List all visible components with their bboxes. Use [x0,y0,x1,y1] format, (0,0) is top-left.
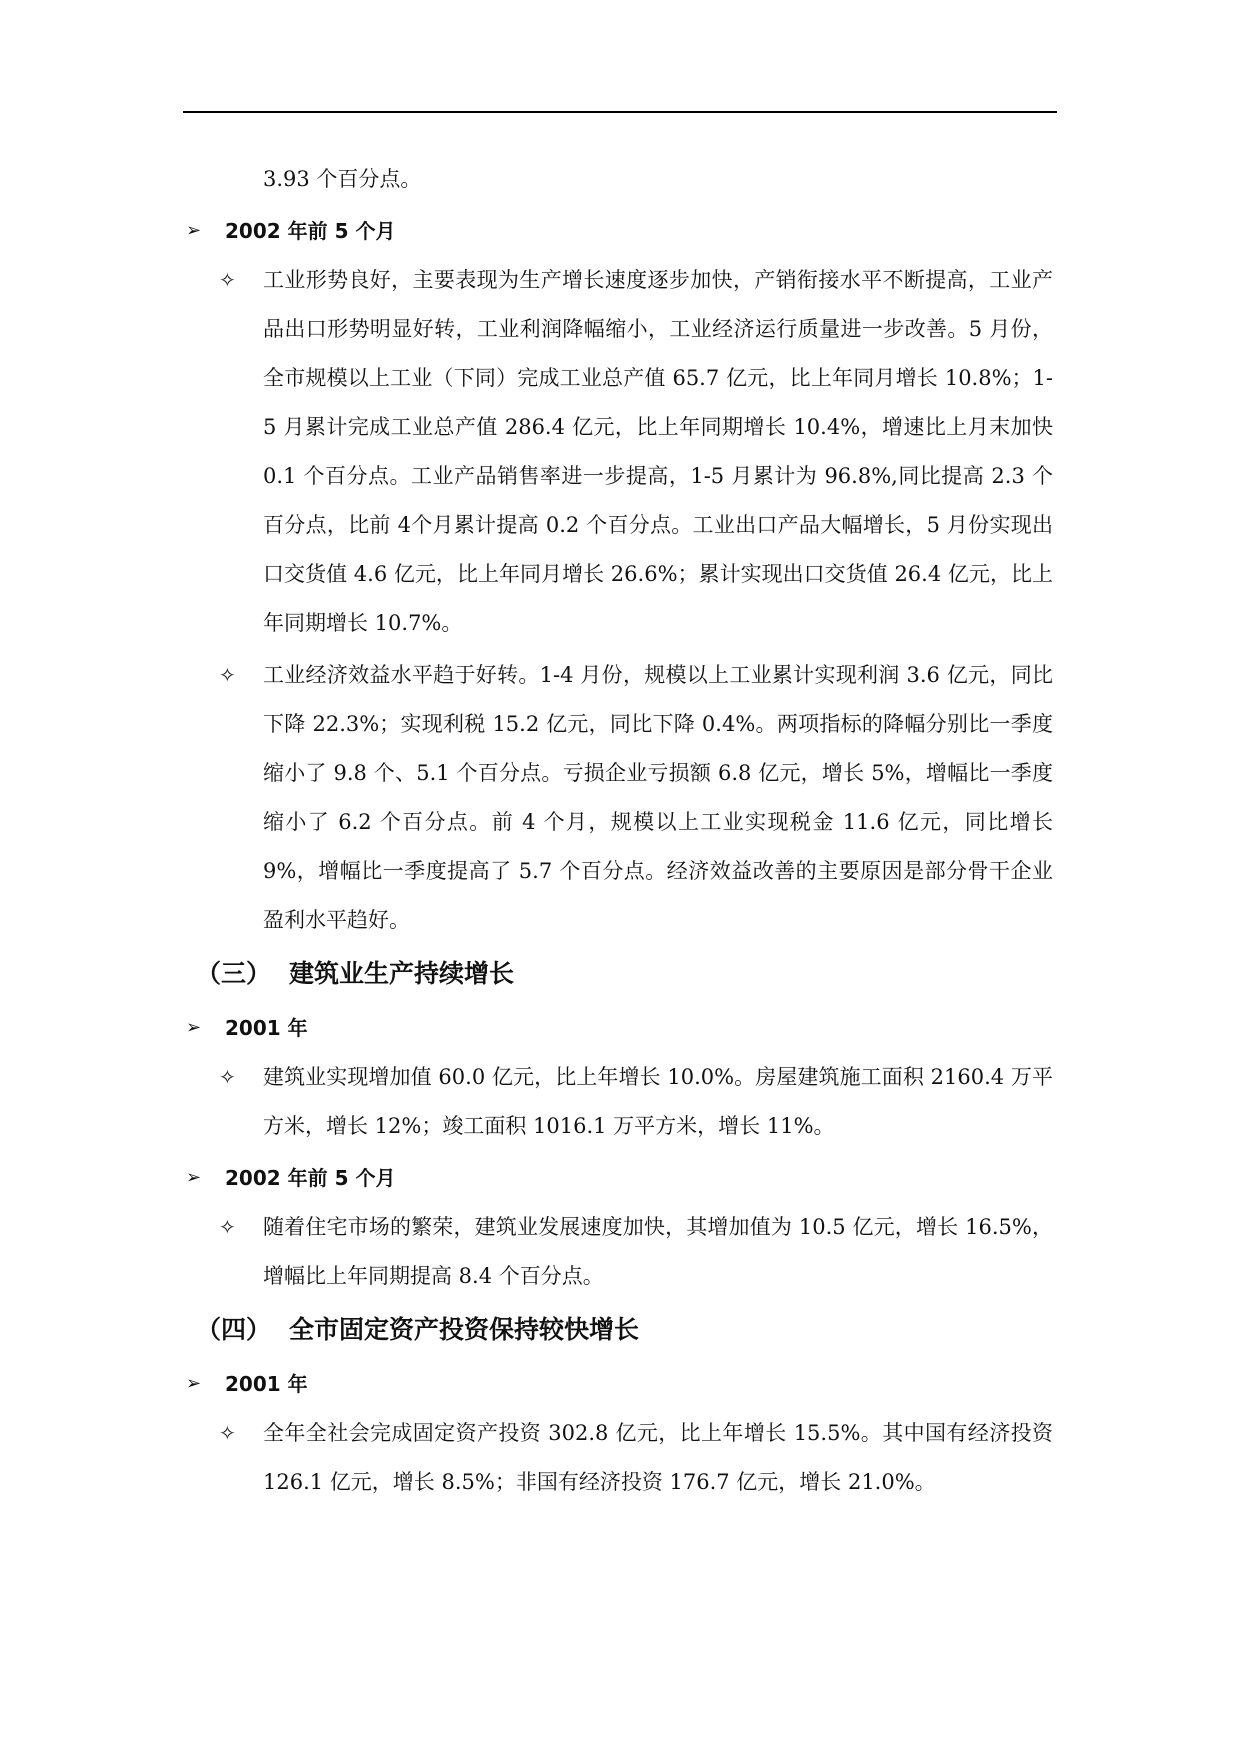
header-rule [183,111,1057,113]
section-title: 全市固定资产投资保持较快增长 [289,1315,640,1344]
arrow-bullet-icon: ➢ [186,1017,202,1038]
subheading-2002-first-5-months [0,209,1241,253]
paragraph-industry-efficiency [219,651,1053,945]
paragraph-investment-2001 [219,1409,1053,1507]
arrow-bullet-icon: ➢ [186,1373,202,1394]
diamond-bullet-icon: ✧ [219,1215,236,1239]
diamond-bullet-icon: ✧ [219,1065,236,1089]
subheading-2002-first-5-months [0,1156,1241,1200]
paragraph-text: 随着住宅市场的繁荣，建筑业发展速度加快，其增加值为 10.5 亿元，增长 16.5%，增幅比上年同期提高 8.4 个百分点。 [263,1215,1053,1288]
paragraph-text: 工业形势良好，主要表现为生产增长速度逐步加快，产销衔接水平不断提高，工业产品出口形势明显好转，工业利润降幅缩小，工业经济运行质量进一步改善。5 月份，全市规模以上工业（下同）完成工业总产值 65.7 亿元，比上年同月增长 10.8%；1-5 月累计完成工业总产值 286.4 亿元，比上年同期增长 10.4%，增速比上月末加快 0.1 个百分点。工业产品销售率进一步提高，1-5 月累计为 96.8%,同比提高 2.3 个百分点，比前 4个月累计提高 0.2 个百分点。工业出口产品大幅增长，5 月份实现出口交货值 4.6 亿元，比上年同月增长 26.6%；累计实现出口交货值 26.4 亿元，比上年同期增长 10.7%。 [263,268,1053,635]
subheading-text: 2002 年前 5 个月 [225,219,396,243]
section-title: 建筑业生产持续增长 [289,959,515,988]
subheading-text: 2001 年 [225,1372,308,1396]
paragraph-text: 全年全社会完成固定资产投资 302.8 亿元，比上年增长 15.5%。其中国有经济投资 126.1 亿元，增长 8.5%；非国有经济投资 176.7 亿元，增长 21.0%。 [263,1421,1053,1494]
section-number: （四） [196,1315,272,1344]
section-heading-construction [0,947,1241,1001]
section-number: （三） [196,959,272,988]
subheading-text: 2001 年 [225,1016,308,1040]
paragraph-construction-2001 [219,1053,1053,1151]
diamond-bullet-icon: ✧ [219,268,236,292]
arrow-bullet-icon: ➢ [186,1167,202,1188]
paragraph-text: 工业经济效益水平趋于好转。1-4 月份，规模以上工业累计实现利润 3.6 亿元，同比下降 22.3%；实现利税 15.2 亿元，同比下降 0.4%。两项指标的降幅分别比一季度缩小了 9.8 个、5.1 个百分点。亏损企业亏损额 6.8 亿元，增长 5%，增幅比一季度缩小了 6.2 个百分点。前 4 个月，规模以上工业实现税金 11.6 亿元，同比增长 9%，增幅比一季度提高了 5.7 个百分点。经济效益改善的主要原因是部分骨干企业盈利水平趋好。 [263,663,1053,932]
continued-paragraph-end: 3.93 个百分点。 [263,167,422,191]
paragraph-text: 建筑业实现增加值 60.0 亿元，比上年增长 10.0%。房屋建筑施工面积 2160.4 万平方米，增长 12%；竣工面积 1016.1 万平方米，增长 11%。 [263,1065,1053,1138]
subheading-text: 2002 年前 5 个月 [225,1166,396,1190]
paragraph-construction-2002 [219,1203,1053,1301]
arrow-bullet-icon: ➢ [186,220,202,241]
diamond-bullet-icon: ✧ [219,663,236,687]
document-body [0,155,1241,1507]
subheading-2001 [0,1362,1241,1406]
paragraph-industry-situation [219,256,1053,648]
diamond-bullet-icon: ✧ [219,1421,236,1445]
subheading-2001 [0,1006,1241,1050]
section-heading-fixed-asset-investment [0,1303,1241,1357]
